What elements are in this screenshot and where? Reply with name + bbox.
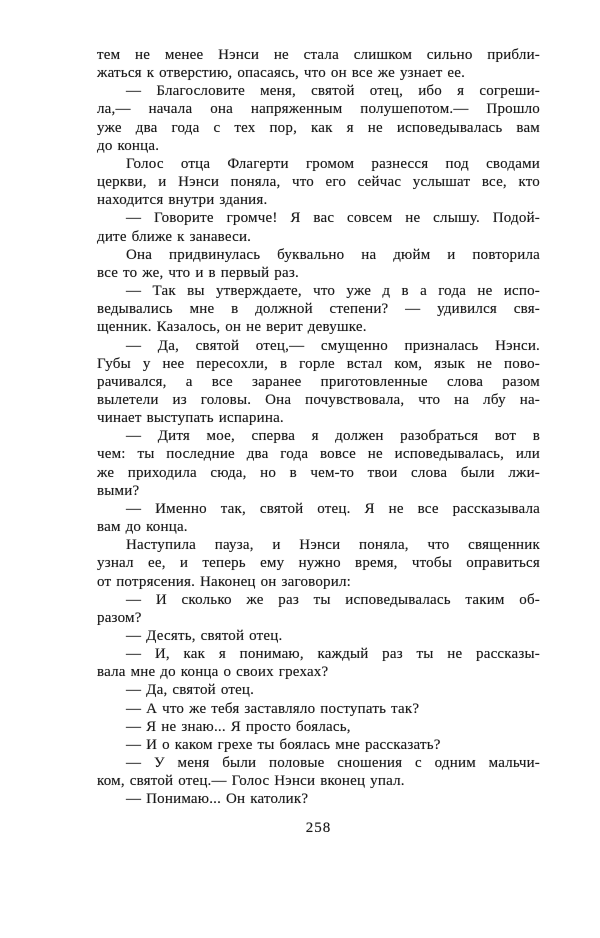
text-line: щенник. Казалось, он не верит девушке. [97, 319, 367, 336]
text-line: — Я не знаю... Я просто боялась, [126, 718, 351, 735]
paragraph [97, 700, 540, 718]
text-line: ведывались мне в должной степени? — удивился свя- [97, 301, 540, 318]
text-line: вала мне до конца о своих грехах? [97, 664, 329, 681]
text-line: — Десять, святой отец. [126, 628, 283, 644]
text-line: — И о каком грехе ты боялась мне рассказать? [126, 736, 441, 753]
paragraph [97, 627, 540, 645]
text-line: чинает выступать испарина. [97, 410, 284, 427]
text-line: — Говорите громче! Я вас совсем не слышу. Подой- [126, 210, 540, 227]
text-line: разом? [97, 609, 142, 626]
paragraph [97, 645, 540, 681]
text-line: — Благословите меня, святой отец, ибо я согреши- [126, 83, 540, 100]
paragraph [97, 246, 540, 282]
text-line: — И, как я понимаю, каждый раз ты не рассказы- [126, 646, 540, 663]
text-line: все то же, что и в первый раз. [97, 264, 299, 281]
text-line: дите ближе к занавеси. [97, 228, 252, 245]
text-line: Губы у нее пересохли, в горле встал ком, язык не пово- [97, 355, 540, 372]
text-line: же приходила сюда, но в чем-то твои слова были лжи- [97, 464, 540, 481]
text-line: — Да, святой отец. [126, 682, 255, 699]
page-text [97, 46, 540, 809]
text-line: ком, святой отец.— Голос Нэнси вконец упал. [97, 773, 405, 790]
paragraph [97, 536, 540, 590]
paragraph [97, 46, 540, 82]
text-line: узнал ее, и теперь ему нужно время, чтобы оправиться [97, 555, 540, 572]
paragraph [97, 82, 540, 155]
text-line: рачивался, а все заранее приготовленные слова разом [97, 373, 540, 390]
text-line: — Так вы утверждаете, что уже д в а года не испо- [126, 283, 540, 300]
text-line: — А что же тебя заставляло поступать так? [126, 700, 420, 717]
text-line: Голос отца Флагерти громом разнесся под сводами [126, 155, 540, 172]
paragraph [97, 282, 540, 336]
paragraph [97, 718, 540, 736]
text-line: Она придвинулась буквально на дюйм и повторила [126, 246, 540, 263]
text-line: — Да, святой отец,— смущенно призналась Нэнси. [126, 337, 540, 354]
paragraph [97, 427, 540, 500]
paragraph [97, 500, 540, 536]
paragraph [97, 337, 540, 428]
text-line: тем не менее Нэнси не стала слишком сильно прибли- [97, 47, 540, 63]
paragraph [97, 754, 540, 790]
paragraph [97, 681, 540, 699]
page-number: 258 [305, 820, 332, 836]
text-line: Наступила пауза, и Нэнси поняла, что священник [126, 537, 540, 554]
text-line: жаться к отверстию, опасаясь, что он все же узнает ее. [97, 65, 466, 82]
paragraph [97, 591, 540, 627]
paragraph [97, 155, 540, 209]
text-line: — Понимаю... Он католик? [126, 791, 309, 808]
text-line: вылетели из головы. Она почувствовала, что на лбу на- [97, 391, 540, 408]
paragraph [97, 790, 540, 808]
text-line: вам до конца. [97, 519, 188, 536]
text-line: — Именно так, святой отец. Я не все рассказывала [126, 500, 540, 517]
text-line: — Дитя мое, сперва я должен разобраться вот в [126, 428, 540, 445]
text-line: — И сколько же раз ты исповедывалась таким об- [126, 591, 540, 608]
text-line: церкви, и Нэнси поняла, что его сейчас услышат все, кто [97, 174, 540, 191]
text-line: от потрясения. Наконец он заговорил: [97, 573, 352, 590]
text-line: ла,— начала она напряженным полушепотом.— Прошло [97, 101, 540, 118]
text-line: выми? [97, 482, 140, 499]
text-line: до конца. [97, 137, 160, 154]
text-line: чем: ты последние два года вовсе не исповедывалась, или [97, 446, 540, 463]
text-line: — У меня были половые сношения с одним мальчи- [126, 755, 540, 772]
paragraph [97, 736, 540, 754]
text-line: находится внутри здания. [97, 192, 268, 209]
text-line: уже два года с тех пор, как я не исповедывалась вам [97, 119, 540, 136]
paragraph [97, 209, 540, 245]
